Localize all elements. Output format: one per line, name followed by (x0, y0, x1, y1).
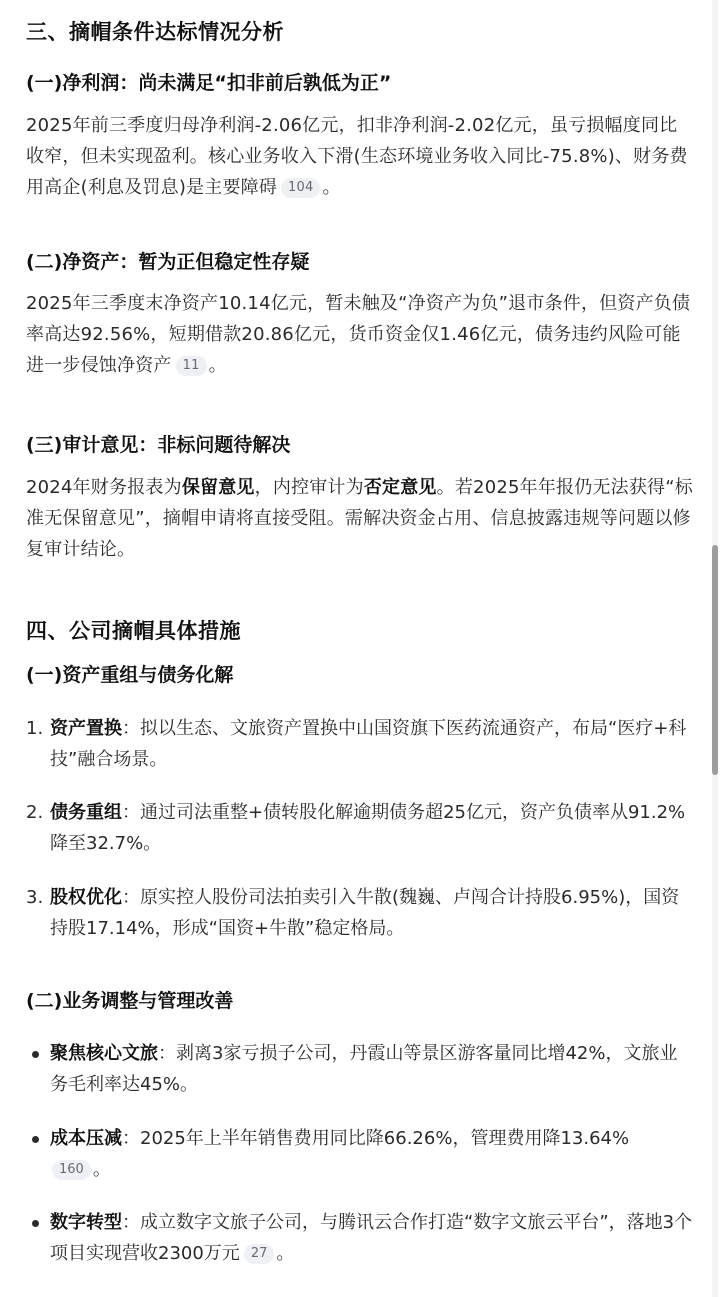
item-text: ：通过司法重整+债转股化解逾期债务超25亿元，资产负债率从91.2%降至32.7%。 (50, 802, 686, 854)
item-text: ：原实控人股份司法拍卖引入牛散(魏巍、卢闯合计持股6.95%)，国资持股17.14%，形成“国资+牛散”稳定格局。 (50, 887, 680, 939)
list-number: 1. (26, 718, 44, 739)
item-text: ：拟以生态、文旅资产置换中山国资旗下医药流通资产，布局“医疗+科技”融合场景。 (50, 718, 687, 770)
numbered-list-item (26, 713, 694, 775)
numbered-list-item (26, 882, 694, 944)
period: 。 (208, 355, 227, 376)
section-4-1-title: (一)资产重组与债务化解 (26, 664, 234, 686)
paragraph-text: ，内控审计为 (254, 477, 364, 498)
numbered-list-item (26, 797, 694, 859)
bold-term: 否定意见 (363, 477, 437, 498)
item-text: ：剥离3家亏损子公司，丹霞山等景区游客量同比增42%，文旅业务毛利率达45%。 (50, 1043, 678, 1095)
bullet-dot (32, 1220, 39, 1227)
period: 。 (322, 177, 341, 198)
list-number: 3. (26, 887, 44, 908)
citation-badge[interactable]: 104 (281, 178, 320, 198)
section-3-title: 三、摘帽条件达标情况分析 (26, 20, 284, 44)
section-3-3-title: (三)审计意见：非标问题待解决 (26, 434, 291, 456)
bullet-dot (32, 1051, 39, 1058)
paragraph-text: 。若2025年年报仍无法获得“标准无保留意见”，摘帽申请将直接受阻。需解决资金占用、信息披露违规等问题以修复审计结论。 (26, 477, 693, 560)
period: 。 (276, 1243, 295, 1264)
section-3-3-paragraph (26, 472, 694, 565)
section-3-2-title: (二)净资产：暂为正但稳定性存疑 (26, 251, 310, 273)
paragraph-text: 2024年财务报表为 (26, 477, 182, 498)
section-3-1-title: (一)净利润：尚未满足“扣非前后孰低为正” (26, 72, 392, 94)
section-4-title: 四、公司摘帽具体措施 (26, 619, 241, 643)
item-lead: 债务重组 (50, 802, 122, 823)
section-3-2-paragraph (26, 288, 694, 381)
bold-term: 保留意见 (181, 477, 255, 498)
item-lead: 资产置换 (50, 718, 122, 739)
item-text: ：成立数字文旅子公司，与腾讯云合作打造“数字文旅云平台”，落地3个项目实现营收2300万元 (50, 1212, 693, 1264)
bullet-list-item (26, 1207, 694, 1269)
item-lead: 数字转型 (50, 1212, 122, 1233)
citation-badge[interactable]: 160 (52, 1160, 91, 1180)
section-4-2-title: (二)业务调整与管理改善 (26, 990, 234, 1012)
section-3-1-paragraph (26, 110, 694, 203)
citation-badge[interactable]: 27 (244, 1244, 275, 1264)
bullet-dot (32, 1136, 39, 1143)
period: 。 (92, 1159, 111, 1180)
bullet-list-item (26, 1123, 694, 1185)
citation-badge[interactable]: 11 (176, 356, 207, 376)
paragraph-text: 2025年前三季度归母净利润-2.06亿元，扣非净利润-2.02亿元，虽亏损幅度同比收窄，但未实现盈利。核心业务收入下滑(生态环境业务收入同比-75.8%)、财务费用高企(利息及罚息)是主要障碍 (26, 115, 688, 198)
item-lead: 成本压减 (50, 1128, 122, 1149)
list-number: 2. (26, 802, 44, 823)
scrollbar-thumb[interactable] (712, 545, 718, 775)
item-lead: 股权优化 (50, 887, 122, 908)
item-text: ：2025年上半年销售费用同比降66.26%，管理费用降13.64% (122, 1128, 630, 1149)
bullet-list-item (26, 1038, 694, 1100)
paragraph-text: 2025年三季度末净资产10.14亿元，暂未触及“净资产为负”退市条件，但资产负债率高达92.56%，短期借款20.86亿元，货币资金仅1.46亿元，债务违约风险可能进一步侵蚀净资产 (26, 293, 691, 376)
item-lead: 聚焦核心文旅 (50, 1043, 158, 1064)
